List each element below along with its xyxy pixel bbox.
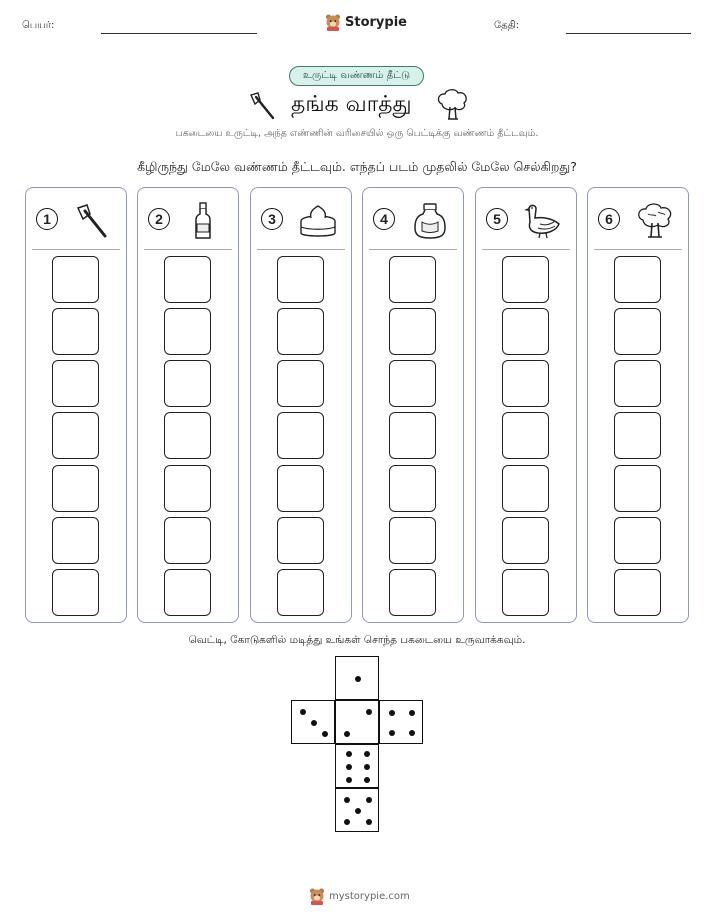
color-box[interactable] (277, 412, 324, 459)
column-divider (369, 249, 457, 250)
color-box[interactable] (52, 465, 99, 512)
name-line[interactable] (101, 33, 257, 34)
color-box[interactable] (502, 360, 549, 407)
color-box[interactable] (614, 256, 661, 303)
color-box[interactable] (52, 360, 99, 407)
die-pip (344, 731, 350, 737)
column-number: 1 (36, 208, 58, 230)
die-pip (364, 764, 370, 770)
color-box[interactable] (164, 256, 211, 303)
tree-icon (634, 202, 676, 240)
color-box[interactable] (164, 360, 211, 407)
column-divider (144, 249, 232, 250)
column-divider (257, 249, 345, 250)
die-pip (389, 710, 395, 716)
footer-url: mystorypie.com (329, 890, 410, 902)
die-face-6 (335, 744, 379, 788)
tree-icon (434, 88, 470, 122)
color-box[interactable] (614, 465, 661, 512)
die-face-1 (335, 656, 379, 700)
column-2 (137, 187, 239, 623)
die-pip (300, 709, 306, 715)
cut-instruction: வெட்டி, கோடுகளில் மடித்து உங்கள் சொந்த பகடையை உருவாக்கவும். (188, 634, 526, 646)
column-number: 6 (598, 208, 620, 230)
column-divider (594, 249, 682, 250)
color-box[interactable] (277, 517, 324, 564)
date-line[interactable] (566, 33, 691, 34)
column-number: 4 (373, 208, 395, 230)
color-box[interactable] (52, 517, 99, 564)
bear-icon (309, 887, 325, 905)
color-box[interactable] (164, 569, 211, 616)
color-box[interactable] (277, 569, 324, 616)
activity-badge: உருட்டி வண்ணம் தீட்டு (289, 66, 424, 86)
cake-icon (297, 202, 339, 240)
name-label: பெயர்: (22, 20, 55, 31)
die-pip (346, 764, 352, 770)
color-box[interactable] (164, 465, 211, 512)
column-number: 3 (261, 208, 283, 230)
die-face-4 (379, 700, 423, 744)
axe-icon (72, 202, 114, 240)
color-box[interactable] (52, 308, 99, 355)
page-title: தங்க வாத்து (291, 92, 412, 117)
color-box[interactable] (614, 569, 661, 616)
die-pip (409, 710, 415, 716)
color-box[interactable] (614, 412, 661, 459)
column-4 (362, 187, 464, 623)
die-pip (364, 777, 370, 783)
bottle-icon (184, 202, 226, 240)
color-box[interactable] (277, 360, 324, 407)
die-pip (322, 731, 328, 737)
logo-text: Storypie (345, 14, 407, 30)
goose-icon (522, 202, 564, 240)
die-pip (355, 808, 361, 814)
die-pip (366, 797, 372, 803)
color-box[interactable] (389, 569, 436, 616)
color-box[interactable] (502, 465, 549, 512)
color-box[interactable] (277, 465, 324, 512)
column-divider (32, 249, 120, 250)
color-box[interactable] (614, 517, 661, 564)
color-box[interactable] (52, 412, 99, 459)
footer (309, 887, 410, 905)
die-pip (355, 676, 361, 682)
color-box[interactable] (164, 412, 211, 459)
column-6 (587, 187, 689, 623)
die-pip (346, 777, 352, 783)
die-pip (344, 797, 350, 803)
die-face-3 (291, 700, 335, 744)
die-pip (344, 819, 350, 825)
color-box[interactable] (277, 308, 324, 355)
column-5 (475, 187, 577, 623)
die-pip (311, 720, 317, 726)
bear-icon (325, 13, 341, 31)
color-box[interactable] (389, 360, 436, 407)
axe-icon (246, 90, 278, 122)
date-label: தேதி: (494, 20, 520, 31)
jar-icon (409, 202, 451, 240)
color-box[interactable] (52, 569, 99, 616)
color-box[interactable] (614, 360, 661, 407)
color-box[interactable] (502, 517, 549, 564)
color-box[interactable] (389, 517, 436, 564)
color-box[interactable] (502, 569, 549, 616)
color-box[interactable] (277, 256, 324, 303)
question: கீழிருந்து மேலே வண்ணம் தீட்டவும். எந்தப் படம் முதலில் மேலே செல்கிறது? (137, 159, 577, 174)
die-face-5 (335, 788, 379, 832)
storypie-logo (325, 13, 407, 31)
color-box[interactable] (164, 517, 211, 564)
die-pip (389, 730, 395, 736)
color-box[interactable] (614, 308, 661, 355)
die-pip (366, 709, 372, 715)
column-divider (482, 249, 570, 250)
color-box[interactable] (389, 465, 436, 512)
column-3 (250, 187, 352, 623)
color-box[interactable] (389, 412, 436, 459)
column-number: 2 (148, 208, 170, 230)
color-box[interactable] (502, 308, 549, 355)
color-box[interactable] (389, 256, 436, 303)
color-box[interactable] (389, 308, 436, 355)
color-box[interactable] (502, 412, 549, 459)
die-pip (346, 751, 352, 757)
subtitle: பகடையை உருட்டி, அந்த எண்ணின் வரிசையில் ஒரு பெட்டிக்கு வண்ணம் தீட்டவும். (175, 128, 539, 139)
column-number: 5 (486, 208, 508, 230)
die-pip (366, 819, 372, 825)
color-box[interactable] (164, 308, 211, 355)
die-pip (409, 730, 415, 736)
color-box[interactable] (502, 256, 549, 303)
die-pip (364, 751, 370, 757)
die-face-2 (335, 700, 379, 744)
color-box[interactable] (52, 256, 99, 303)
column-1 (25, 187, 127, 623)
